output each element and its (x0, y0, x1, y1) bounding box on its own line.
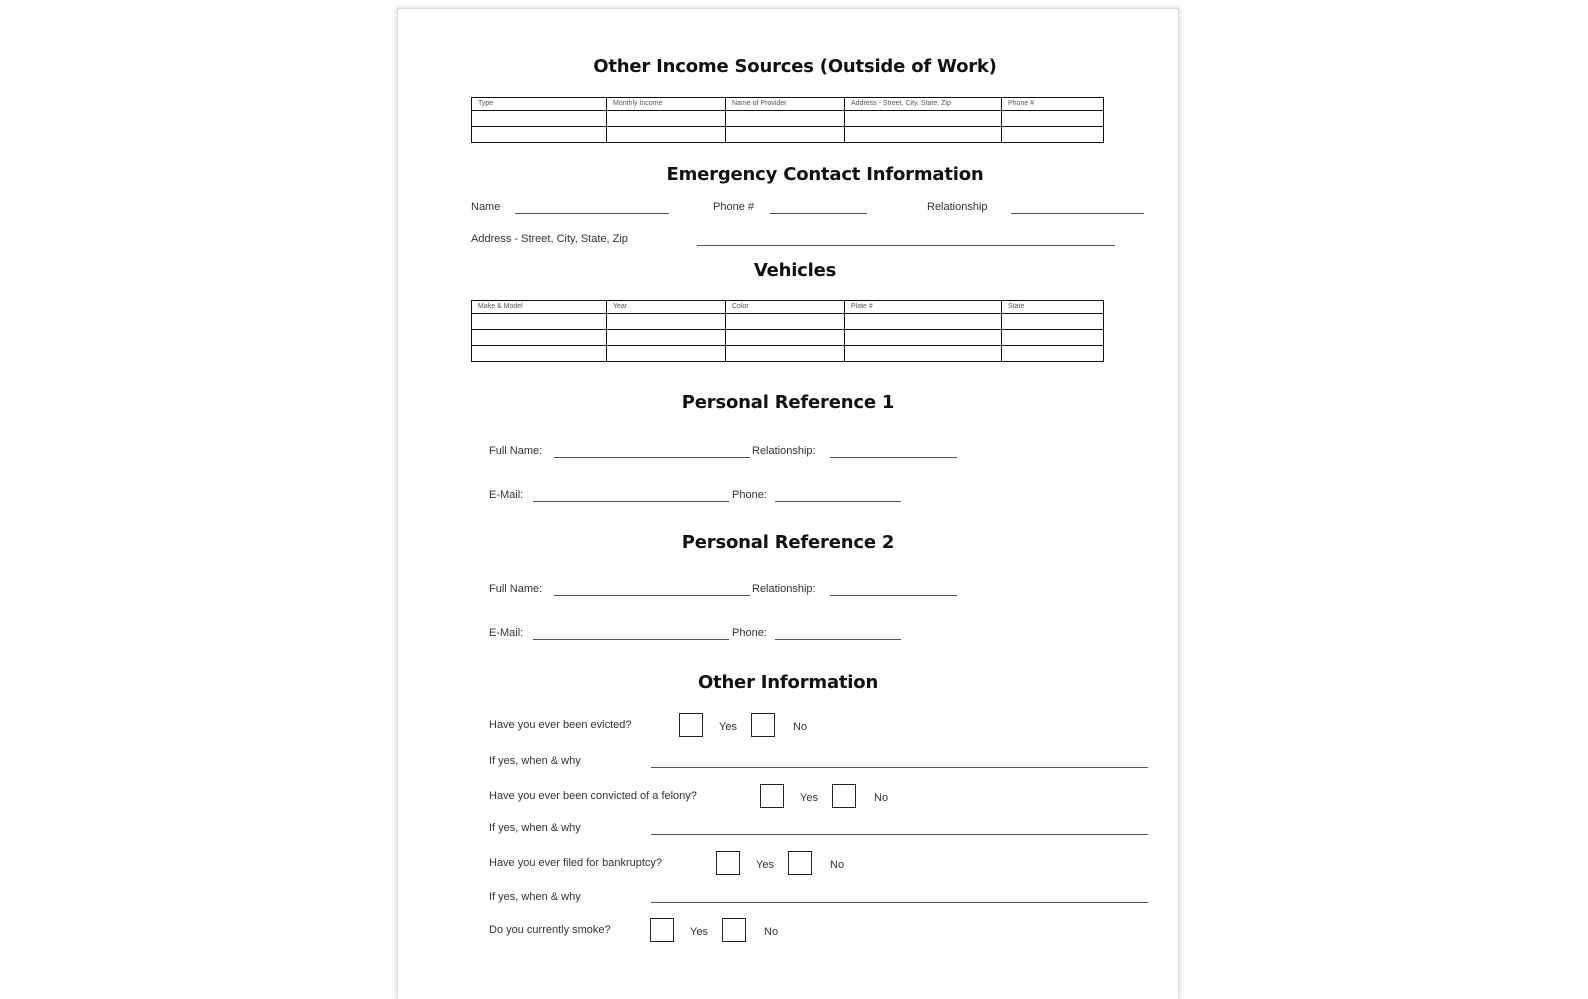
felony-no-label: No (874, 792, 889, 804)
document-page (398, 9, 1178, 999)
table-cell[interactable] (845, 330, 1002, 346)
ref2-fullname-field[interactable] (554, 595, 750, 596)
smoke-no-checkbox[interactable] (722, 918, 746, 942)
table-cell[interactable] (845, 111, 1002, 127)
emergency-address-label: Address - Street, City, State, Zip (471, 233, 628, 245)
table-cell[interactable] (845, 314, 1002, 330)
ref1-email-field[interactable] (533, 501, 729, 502)
heading-emergency-contact: Emergency Contact Information (666, 164, 984, 185)
evicted-no-label: No (793, 721, 808, 733)
table-cell[interactable] (472, 330, 607, 346)
table-cell[interactable] (472, 314, 607, 330)
evicted-yes-checkbox[interactable] (679, 713, 703, 737)
table-cell[interactable] (472, 346, 607, 362)
emergency-relationship-field[interactable] (1011, 213, 1144, 214)
ref1-relationship-label: Relationship: (752, 445, 816, 457)
bankruptcy-no-label: No (830, 859, 845, 871)
vehicle-col-color: Color (726, 301, 845, 314)
vehicles-table-header (472, 301, 1104, 314)
felony-no-checkbox[interactable] (832, 784, 856, 808)
table-cell[interactable] (472, 127, 607, 143)
ref1-fullname-label: Full Name: (489, 445, 543, 457)
income-col-phone: Phone # (1002, 98, 1104, 111)
emergency-address-field[interactable] (697, 245, 1115, 246)
table-cell[interactable] (1002, 330, 1104, 346)
income-col-provider: Name of Provider (726, 98, 845, 111)
income-table-header (472, 98, 1104, 111)
vehicle-col-state: State (1002, 301, 1104, 314)
emergency-name-field[interactable] (515, 213, 669, 214)
felony-ifyes-field[interactable] (651, 834, 1148, 835)
evicted-yes-label: Yes (719, 721, 737, 733)
table-cell[interactable] (726, 346, 845, 362)
ref1-relationship-field[interactable] (830, 457, 957, 458)
heading-other-information: Other Information (697, 672, 879, 693)
smoke-no-label: No (764, 926, 779, 938)
heading-other-income: Other Income Sources (Outside of Work) (593, 56, 997, 77)
smoke-yes-checkbox[interactable] (650, 918, 674, 942)
felony-yes-checkbox[interactable] (760, 784, 784, 808)
bankruptcy-ifyes-label: If yes, when & why (489, 891, 581, 903)
felony-yes-label: Yes (800, 792, 818, 804)
evicted-ifyes-label: If yes, when & why (489, 755, 581, 767)
table-cell[interactable] (1002, 314, 1104, 330)
evicted-no-checkbox[interactable] (751, 713, 775, 737)
table-cell[interactable] (726, 330, 845, 346)
table-cell[interactable] (1002, 346, 1104, 362)
table-cell[interactable] (607, 330, 726, 346)
smoke-question: Do you currently smoke? (489, 924, 611, 936)
table-cell[interactable] (726, 111, 845, 127)
table-row (472, 127, 1104, 143)
heading-vehicles: Vehicles (753, 260, 837, 281)
ref1-fullname-field[interactable] (554, 457, 750, 458)
table-cell[interactable] (1002, 111, 1104, 127)
table-row (472, 111, 1104, 127)
bankruptcy-question: Have you ever filed for bankruptcy? (489, 857, 663, 869)
table-cell[interactable] (845, 346, 1002, 362)
evicted-question: Have you ever been evicted? (489, 719, 632, 731)
ref2-phone-field[interactable] (775, 639, 901, 640)
ref2-email-label: E-Mail: (489, 627, 524, 639)
income-table (471, 97, 1104, 143)
bankruptcy-no-checkbox[interactable] (788, 851, 812, 875)
table-cell[interactable] (472, 111, 607, 127)
vehicle-col-year: Year (607, 301, 726, 314)
bankruptcy-yes-label: Yes (756, 859, 774, 871)
table-cell[interactable] (607, 346, 726, 362)
table-cell[interactable] (607, 111, 726, 127)
table-cell[interactable] (607, 127, 726, 143)
income-col-type: Type (472, 98, 607, 111)
ref2-relationship-label: Relationship: (752, 583, 816, 595)
heading-reference-2: Personal Reference 2 (681, 532, 895, 553)
ref2-relationship-field[interactable] (830, 595, 957, 596)
ref1-phone-label: Phone: (732, 489, 767, 501)
emergency-phone-field[interactable] (770, 213, 867, 214)
evicted-ifyes-field[interactable] (651, 767, 1148, 768)
ref2-email-field[interactable] (533, 639, 729, 640)
felony-ifyes-label: If yes, when & why (489, 822, 581, 834)
emergency-relationship-label: Relationship (927, 201, 988, 213)
ref2-fullname-label: Full Name: (489, 583, 543, 595)
table-row (472, 346, 1104, 362)
vehicles-table (471, 300, 1104, 362)
table-cell[interactable] (726, 314, 845, 330)
heading-reference-1: Personal Reference 1 (681, 392, 895, 413)
table-cell[interactable] (726, 127, 845, 143)
table-cell[interactable] (845, 127, 1002, 143)
table-row (472, 330, 1104, 346)
emergency-name-label: Name (471, 201, 501, 213)
bankruptcy-ifyes-field[interactable] (651, 902, 1148, 903)
ref1-email-label: E-Mail: (489, 489, 524, 501)
ref2-phone-label: Phone: (732, 627, 767, 639)
smoke-yes-label: Yes (690, 926, 708, 938)
table-row (472, 314, 1104, 330)
vehicle-col-make: Make & Model (472, 301, 607, 314)
income-col-address: Address - Street, City, State, Zip (845, 98, 1002, 111)
felony-question: Have you ever been convicted of a felony? (489, 790, 697, 802)
ref1-phone-field[interactable] (775, 501, 901, 502)
bankruptcy-yes-checkbox[interactable] (716, 851, 740, 875)
emergency-phone-label: Phone # (713, 201, 754, 213)
vehicle-col-plate: Plate # (845, 301, 1002, 314)
table-cell[interactable] (607, 314, 726, 330)
income-col-monthly: Monthly Income (607, 98, 726, 111)
table-cell[interactable] (1002, 127, 1104, 143)
